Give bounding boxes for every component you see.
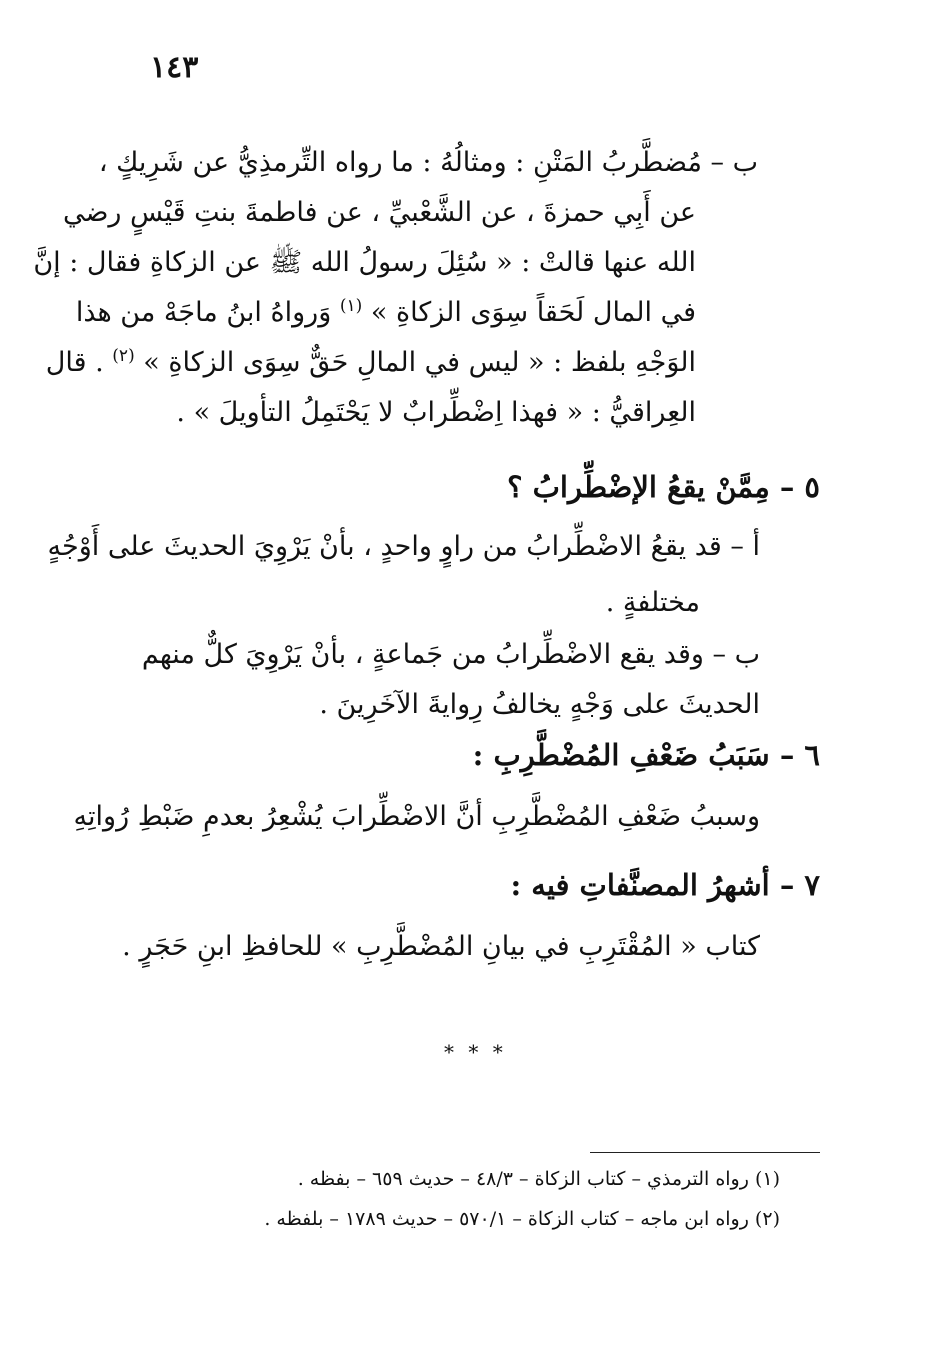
text-fragment: الوَجْهِ بلفظ : « ليس في المالِ حَقٌّ سِوَى الزكاةِ » [143, 347, 696, 378]
section-heading: ٧ – أشهرُ المصنَّفاتِ فيه : [510, 868, 820, 902]
text-line: مختلفةٍ . [605, 587, 700, 618]
heading-7-block [400, 868, 820, 908]
heading-5-block [400, 470, 820, 510]
text-line: الله عنها قالتْ : « سُئِلَ رسولُ الله ﷺ عن الزكاةِ فقال : إنَّ [33, 247, 696, 278]
text-line: ب – وقد يقع الاضْطِّرابُ من جَماعةٍ ، بأنْ يَرْوِيَ كلٌّ منهم [141, 639, 760, 670]
text-line: كتاب « المُقْتَرِبِ في بيانِ المُضْطَّرِبِ » للحافظِ ابنِ حَجَرٍ . [122, 931, 760, 962]
section-7-paragraph [122, 930, 760, 970]
footnote-2: (٢) رواه ابن ماجه – كتاب الزكاة – ٥٧٠/١ – حديث ١٧٨٩ – بلفظه . [264, 1208, 780, 1230]
section-separator: * * * [444, 1040, 507, 1064]
text-line: أ – قد يقعُ الاضْطِّرابُ من راوٍ واحدٍ ، بأنْ يَرْوِيَ الحديثَ على أَوْجُهٍ [47, 531, 760, 562]
section-b-paragraph [33, 146, 758, 446]
footnotes [200, 1166, 780, 1246]
section-heading: ٦ – سَبَبُ ضَعْفِ المُضْطَّرِبِ : [472, 738, 820, 772]
page-number: ١٤٣ [150, 50, 199, 85]
section-5-paragraph [47, 530, 760, 730]
text-line: العِراقيُّ : « فهذا اِضْطِّرابٌ لا يَحْتَمِلُ التأويلَ » . [176, 397, 696, 428]
footnote-1: (١) رواه الترمذي – كتاب الزكاة – ٤٨/٣ – حديث ٦٥٩ – بفظه . [297, 1168, 780, 1190]
text-line: الحديثَ على وَجْهٍ يخالفُ رِوايةَ الآخَرِينَ . [319, 689, 760, 720]
text-line: عن أَبِي حمزةَ ، عن الشَّعْبيِّ ، عن فاطمةَ بنتِ قَيْسٍ رضي [62, 197, 696, 228]
heading-6-block [400, 738, 820, 778]
text-fragment: وَرواهُ ابنُ ماجَهْ من هذا [75, 297, 332, 328]
footnote-divider [590, 1152, 820, 1153]
text-line [46, 346, 696, 380]
text-line: ب – مُضطَّربُ المَتْنِ : ومثالُهُ : ما رواه التِّرمذِيُّ عن شَرِيكٍ ، [98, 147, 758, 178]
footnote-mark-2: (٢) [112, 346, 135, 366]
text-line [76, 296, 696, 330]
text-fragment: . قال [45, 347, 104, 378]
text-fragment: في المال لَحَقاً سِوَى الزكاةِ » [370, 297, 696, 328]
footnote-mark-1: (١) [339, 296, 363, 316]
text-line: وسببُ ضَعْفِ المُضْطَّرِبِ أنَّ الاضْطِّرابَ يُشْعِرُ بعدمِ ضَبْطِ رُواتِهِ [73, 801, 760, 832]
section-6-paragraph [73, 800, 760, 840]
section-heading: ٥ – مِمَّنْ يقعُ الإضْطِّرابُ ؟ [507, 470, 820, 504]
